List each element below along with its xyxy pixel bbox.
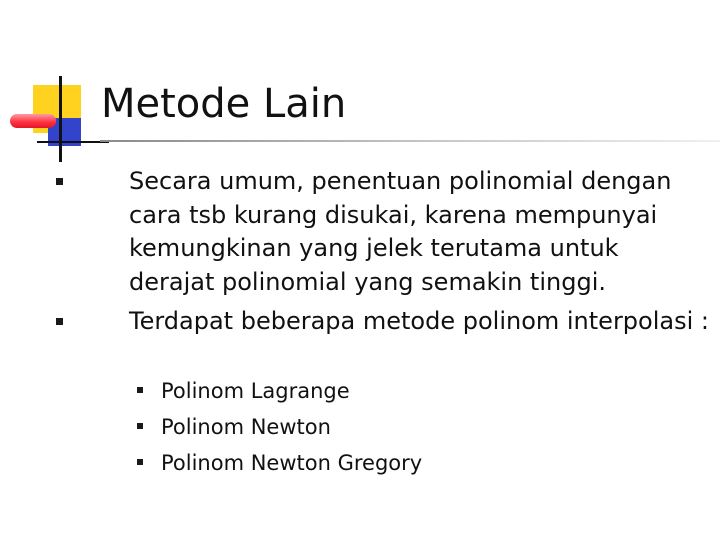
- slide-logo-decoration: [0, 0, 110, 170]
- logo-red-bar: [10, 114, 56, 128]
- title-underline: [100, 140, 720, 142]
- bullet-square-icon: [56, 318, 63, 325]
- sub-bullet-item-1: Polinom Lagrange: [161, 379, 350, 403]
- sub-bullet-square-icon: [137, 459, 143, 465]
- bullet-item-1: Secara umum, penentuan polinomial dengan cara tsb kurang disukai, karena mempunyai kemungkinan yang jelek terutama untuk derajat polinomial yang semakin tinggi.: [129, 167, 672, 296]
- bullet-square-icon: [56, 178, 63, 185]
- sub-bullet-square-icon: [137, 387, 143, 393]
- slide-title: Metode Lain: [101, 81, 347, 127]
- logo-horizontal-line: [37, 141, 109, 143]
- sub-bullet-square-icon: [137, 423, 143, 429]
- bullet-item-2: Terdapat beberapa metode polinom interpolasi :: [129, 307, 709, 335]
- sub-bullet-item-3: Polinom Newton Gregory: [161, 451, 423, 475]
- sub-bullet-item-2: Polinom Newton: [161, 415, 331, 439]
- logo-vertical-line: [59, 76, 62, 162]
